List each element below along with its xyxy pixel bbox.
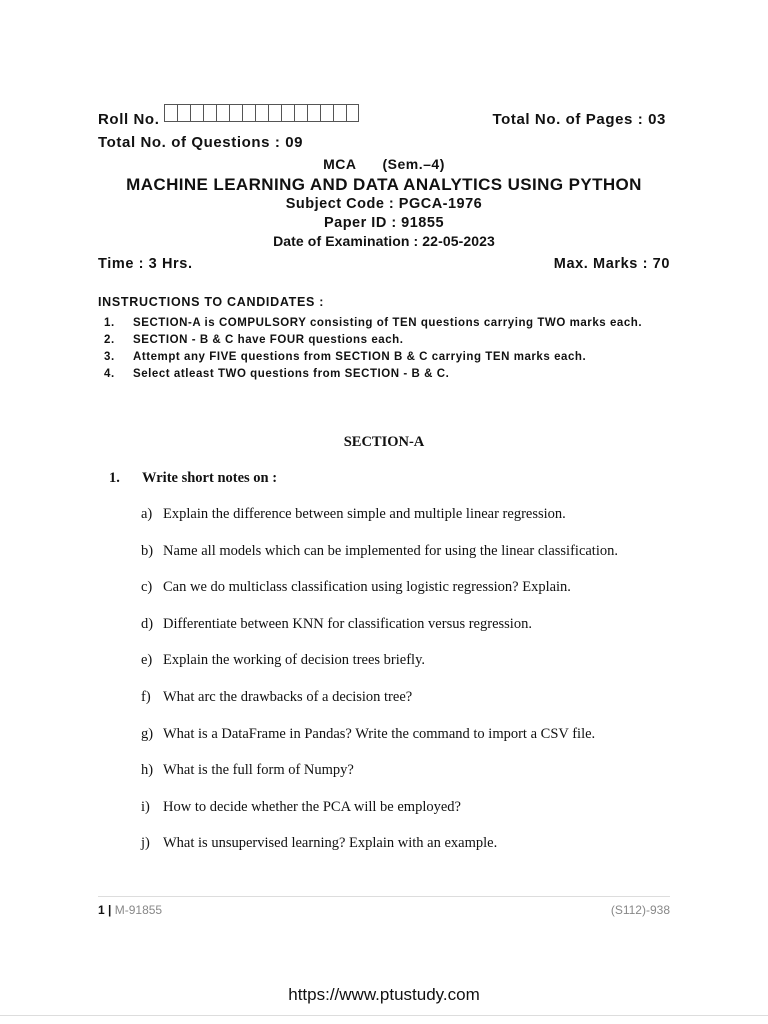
roll-number-box xyxy=(255,104,268,122)
instructions-list xyxy=(104,316,676,384)
footer-paper-code: M-91855 xyxy=(114,903,163,917)
subquestion-text: What is unsupervised learning? Explain with an example. xyxy=(163,835,498,852)
total-questions: Total No. of Questions : 09 xyxy=(98,134,304,151)
paper-title: MACHINE LEARNING AND DATA ANALYTICS USING PYTHON xyxy=(126,175,642,194)
instruction-number: 4. xyxy=(104,368,115,380)
footer-page-info xyxy=(98,903,162,917)
roll-number-label: Roll No. xyxy=(98,111,160,128)
instruction-text: SECTION-A is COMPULSORY consisting of TEN questions carrying TWO marks each. xyxy=(133,317,643,329)
instruction-number: 1. xyxy=(104,317,115,329)
course-line xyxy=(0,156,768,172)
roll-number-box xyxy=(190,104,203,122)
subquestion-label: d) xyxy=(141,615,154,632)
roll-number-box xyxy=(268,104,281,122)
roll-number-box xyxy=(294,104,307,122)
roll-number-box xyxy=(333,104,346,122)
subquestion xyxy=(141,726,618,763)
semester: (Sem.–4) xyxy=(382,156,445,172)
instruction-number: 2. xyxy=(104,334,115,346)
subquestion-label: j) xyxy=(141,835,150,852)
subquestion xyxy=(141,506,618,543)
subquestion-text: Explain the difference between simple and multiple linear regression. xyxy=(163,506,566,522)
subquestion-label: f) xyxy=(141,688,151,705)
roll-number-box xyxy=(281,104,294,122)
roll-number-box xyxy=(307,104,320,122)
question-text: Write short notes on : xyxy=(142,470,278,486)
subquestion-label: i) xyxy=(141,798,150,815)
roll-number-boxes xyxy=(164,104,359,122)
instruction-item xyxy=(104,367,676,381)
website-url[interactable]: https://www.ptustudy.com xyxy=(288,985,480,1004)
instruction-text: Attempt any FIVE questions from SECTION B & C carrying TEN marks each. xyxy=(133,351,587,363)
subquestion-text: What arc the drawbacks of a decision tree? xyxy=(163,688,413,705)
subquestion-label: g) xyxy=(141,725,154,742)
subquestion-label: a) xyxy=(141,506,153,522)
subquestion-text: What is the full form of Numpy? xyxy=(163,762,354,779)
subquestion-label: e) xyxy=(141,652,153,669)
subquestion-text: Explain the working of decision trees briefly. xyxy=(163,652,425,669)
subquestion xyxy=(141,543,618,580)
subquestion-text: What is a DataFrame in Pandas? Write the command to import a CSV file. xyxy=(163,725,596,742)
subquestion-text: Name all models which can be implemented for using the linear classification. xyxy=(163,542,618,559)
paper-id: Paper ID : 91855 xyxy=(323,215,445,231)
instructions-heading: INSTRUCTIONS TO CANDIDATES : xyxy=(98,295,325,309)
footer-separator: | xyxy=(108,903,112,917)
roll-number-box xyxy=(216,104,229,122)
subquestion xyxy=(141,579,618,616)
roll-number-box xyxy=(203,104,216,122)
roll-number-box xyxy=(177,104,190,122)
roll-number-box xyxy=(164,104,177,122)
page-number: 1 xyxy=(98,903,105,917)
instruction-item xyxy=(104,333,676,347)
instruction-item xyxy=(104,350,676,364)
roll-number-box xyxy=(346,104,359,122)
subject-code: Subject Code : PGCA-1976 xyxy=(285,196,483,212)
roll-number-box xyxy=(320,104,333,122)
subquestion xyxy=(141,689,618,726)
exam-time: Time : 3 Hrs. xyxy=(98,256,193,272)
total-pages: Total No. of Pages : 03 xyxy=(492,111,666,128)
subquestion xyxy=(141,616,618,653)
subquestion xyxy=(141,762,618,799)
subquestion xyxy=(141,652,618,689)
roll-number-box xyxy=(229,104,242,122)
subquestion xyxy=(141,835,618,872)
subquestion-text: How to decide whether the PCA will be employed? xyxy=(163,798,461,815)
subquestion xyxy=(141,799,618,836)
question-number: 1. xyxy=(109,470,120,486)
course-name: MCA xyxy=(323,156,357,172)
instruction-text: SECTION - B & C have FOUR questions each. xyxy=(133,334,404,346)
subquestion-text: Can we do multiclass classification using logistic regression? Explain. xyxy=(163,579,571,596)
exam-date: Date of Examination : 22-05-2023 xyxy=(273,233,495,249)
footer-sheet-code: (S112)-938 xyxy=(610,903,670,917)
footer-divider xyxy=(98,896,670,897)
subquestion-list xyxy=(141,506,618,872)
max-marks: Max. Marks : 70 xyxy=(553,256,670,272)
subquestion-label: b) xyxy=(141,542,154,559)
instruction-item xyxy=(104,316,676,330)
section-heading: SECTION-A xyxy=(343,434,425,450)
instruction-number: 3. xyxy=(104,351,115,363)
instruction-text: Select atleast TWO questions from SECTION - B & C. xyxy=(133,368,450,380)
bottom-divider xyxy=(0,1015,768,1016)
subquestion-label: c) xyxy=(141,579,153,596)
subquestion-label: h) xyxy=(141,762,154,779)
roll-number-box xyxy=(242,104,255,122)
subquestion-text: Differentiate between KNN for classification versus regression. xyxy=(163,615,532,632)
